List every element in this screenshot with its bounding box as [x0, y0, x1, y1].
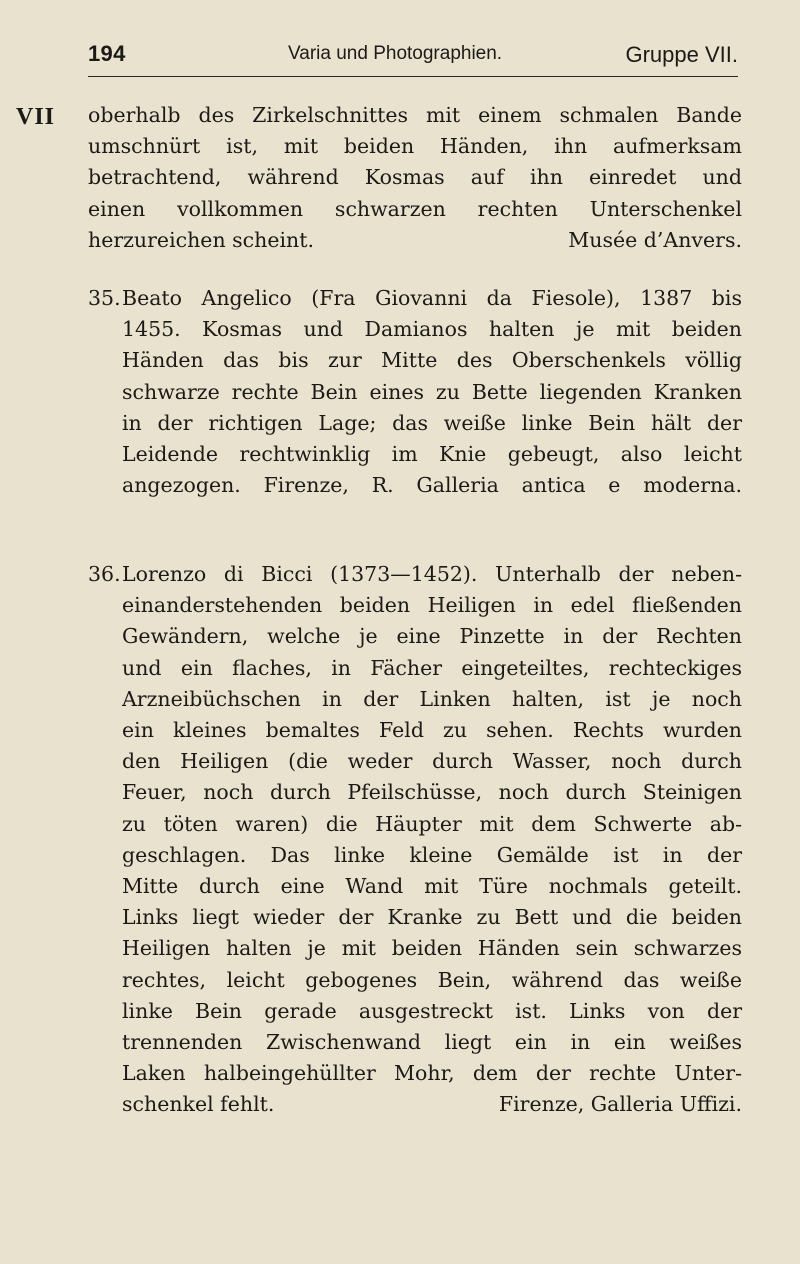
text-line: Arzneibüchschen in der Linken halten, ist je noch — [122, 686, 742, 711]
intro-paragraph — [88, 100, 742, 256]
text-line: einanderstehenden beiden Heiligen in edel fließenden — [122, 593, 742, 618]
text-line: Heiligen halten je mit beiden Händen sein schwarzes — [122, 936, 742, 961]
text-line: den Heiligen (die weder durch Wasser, noch durch — [122, 749, 742, 774]
text-line: Händen das bis zur Mitte des Oberschenkels völlig — [122, 348, 742, 373]
entry-text — [122, 283, 742, 501]
text-line: 1455. Kosmas und Damianos halten je mit beiden — [122, 317, 742, 342]
catalog-entry-36 — [88, 559, 742, 1121]
entry-number: 36. — [88, 562, 121, 586]
text-line: schwarze rechte Bein eines zu Bette liegenden Kranken — [122, 379, 742, 404]
text-line: umschnürt ist, mit beiden Händen, ihn aufmerksam — [88, 134, 742, 159]
margin-group-mark: VII — [16, 104, 56, 130]
text-line: einen vollkommen schwarzen rechten Unterschenkel — [88, 196, 742, 221]
text-line: Gewändern, welche je eine Pinzette in der Rechten — [122, 624, 742, 649]
group-label: Gruppe VII. — [625, 42, 738, 67]
entry-text — [122, 559, 742, 1121]
catalog-entry-35 — [88, 283, 742, 501]
text-line: Beato Angelico (Fra Giovanni da Fiesole), 1387 bis — [122, 286, 742, 310]
text-line: oberhalb des Zirkelschnittes mit einem schmalen Bande — [88, 103, 742, 127]
text-line: in der richtigen Lage; das weiße linke Bein hält der — [122, 410, 742, 435]
text-fragment: herzureichen scheint. — [88, 227, 315, 252]
text-fragment: schenkel fehlt. — [122, 1092, 275, 1117]
entry-number: 35. — [88, 286, 121, 310]
text-line: Mitte durch eine Wand mit Türe nochmals geteilt. — [122, 874, 742, 899]
text-line: und ein flaches, in Fächer eingeteiltes, rechteckiges — [122, 655, 742, 680]
text-line: Lorenzo di Bicci (1373—1452). Unterhalb der neben- — [122, 562, 742, 586]
collection-location: Firenze, Galleria Uffizi. — [498, 1092, 742, 1117]
text-line: trennenden Zwischenwand liegt ein in ein weißes — [122, 1030, 742, 1055]
text-line: rechtes, leicht gebogenes Bein, während das weiße — [122, 967, 742, 992]
text-line-final — [122, 1089, 742, 1120]
text-line-final — [88, 225, 742, 256]
text-line: zu töten waren) die Häupter mit dem Schwerte ab- — [122, 811, 742, 836]
page-header — [88, 32, 738, 77]
text-line: angezogen. Firenze, R. Galleria antica e moderna. — [122, 473, 742, 498]
text-line: linke Bein gerade ausgestreckt ist. Links von der — [122, 998, 742, 1023]
text-line: Links liegt wieder der Kranke zu Bett und die beiden — [122, 905, 742, 930]
text-line: betrachtend, während Kosmas auf ihn einredet und — [88, 165, 742, 190]
text-line: Feuer, noch durch Pfeilschüsse, noch durch Steinigen — [122, 780, 742, 805]
text-line: geschlagen. Das linke kleine Gemälde ist in der — [122, 842, 742, 867]
running-title: Varia und Photographien. — [288, 43, 503, 64]
collection-location: Musée d’Anvers. — [568, 227, 742, 252]
text-line: ein kleines bemaltes Feld zu sehen. Rechts wurden — [122, 718, 742, 743]
text-line: Leidende rechtwinklig im Knie gebeugt, also leicht — [122, 442, 742, 467]
page-number: 194 — [88, 41, 126, 66]
text-line: Laken halbeingehüllter Mohr, dem der rechte Unter- — [122, 1061, 742, 1086]
